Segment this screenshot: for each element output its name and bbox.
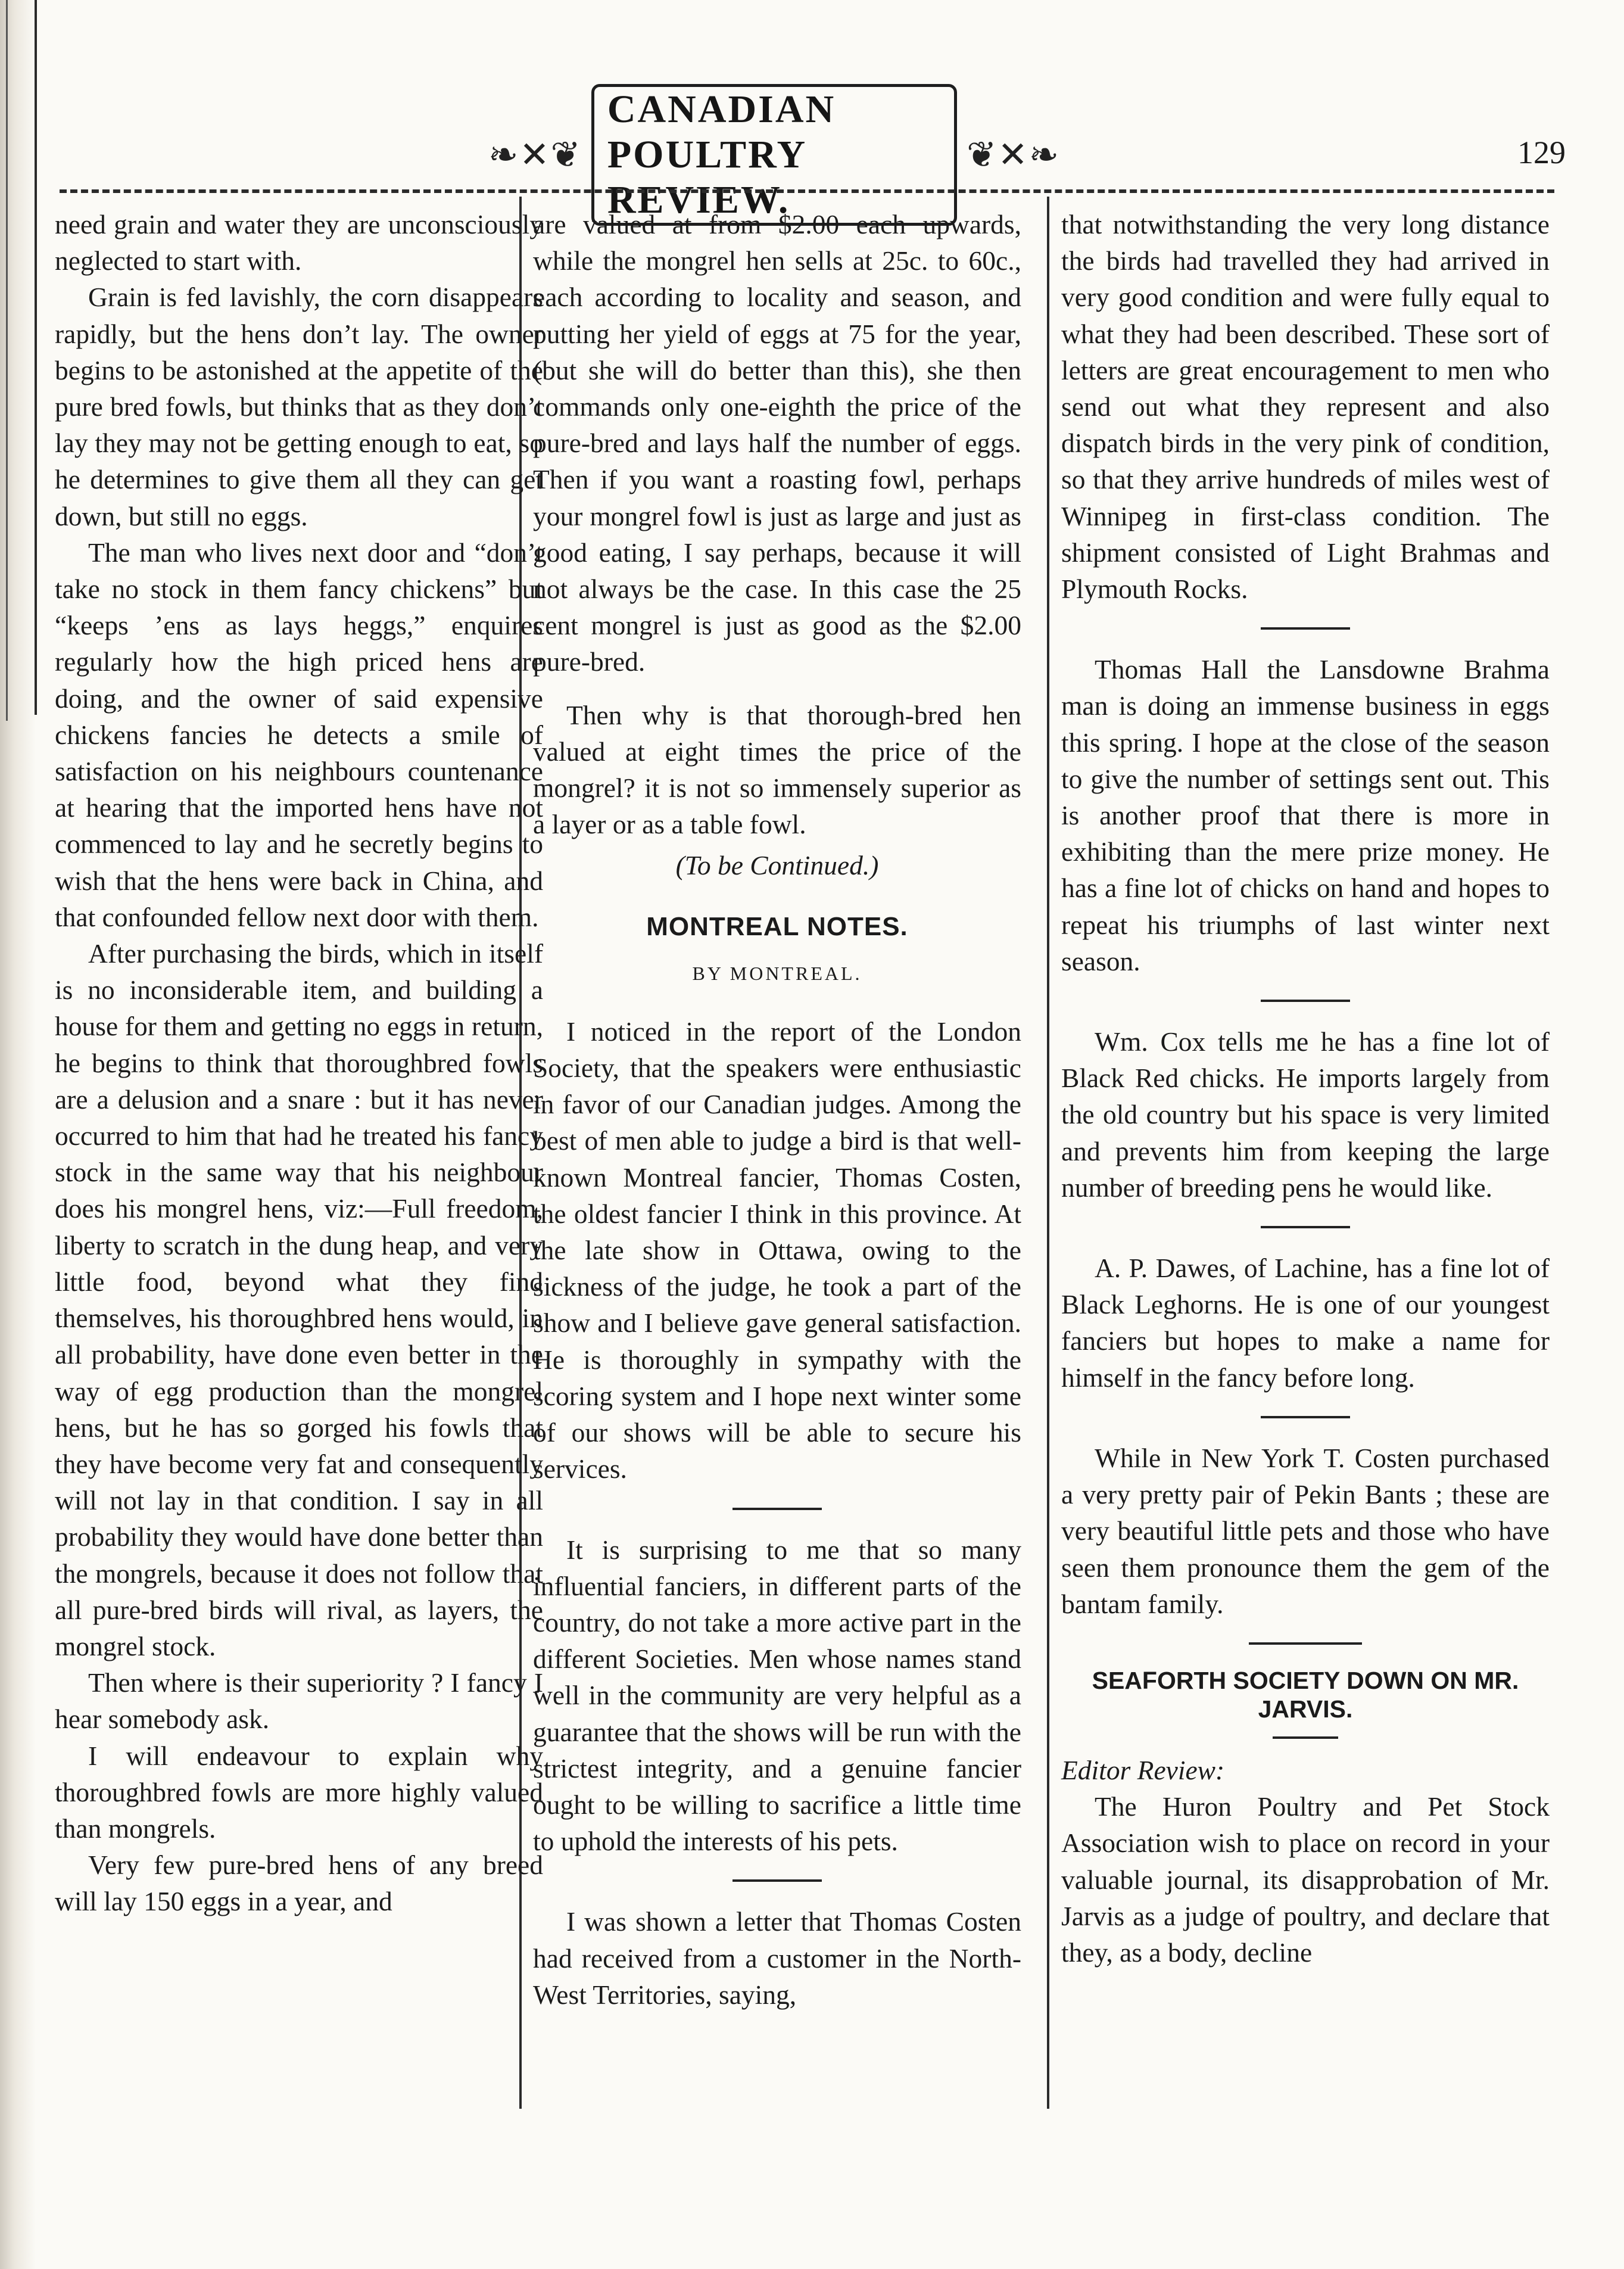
paragraph: While in New York T. Costen purchased a very pretty pair of Pekin Bants ; these are very beautiful little pets and those who have seen them pronounce them the gem of the bantam family.: [1061, 1442, 1550, 1619]
header-rule: [60, 189, 1554, 193]
binding-rule-outer: [6, 0, 8, 721]
ornament-right-icon: ❦✕❧: [967, 135, 1060, 175]
page-number: 129: [1517, 135, 1566, 170]
paragraph: Then where is their superiority ? I fancy I hear somebody ask.: [55, 1667, 543, 1735]
paragraph: I will endeavour to explain why thoroughbred fowls are more highly valued than mongrels.: [55, 1740, 543, 1844]
paragraph: Grain is fed lavishly, the corn disappears rapidly, but the hens don’t lay. The owner begins to be astonished at the appetite of the pure bred fowls, but thinks that as they don’t lay they may not be getting enough to eat, so he determines to give them all they can get down, but still no eggs.: [55, 282, 543, 531]
section-title: MONTREAL NOTES.: [646, 911, 908, 941]
divider: [1273, 1736, 1338, 1739]
ornament-left-icon: ❧✕❦: [488, 135, 582, 175]
masthead-title: CANADIAN POULTRY REVIEW.: [591, 84, 957, 226]
divider: [1261, 1416, 1350, 1418]
paragraph: need grain and water they are unconsciously neglected to start with.: [55, 209, 543, 276]
column-3: [1061, 206, 1550, 1971]
paragraph: The man who lives next door and “don’t take no stock in them fancy chickens” but “keeps ’ens as lays heggs,” enquires regularly how the high priced hens are doing, and the owner of said expensive chickens fancies he detects a smile of satisfaction on his neighbours countenance at hearing that the imported hens have not commenced to lay and he secretly begins to wish that the hens were back in China, and that confounded fellow next door with them.: [55, 537, 543, 932]
paragraph: Thomas Hall the Lansdowne Brahma man is doing an immense business in eggs this spring. I hope at the close of the season to give the number of settings sent out. This is another proof that there is more in exhibiting than the mere prize money. He has a fine lot of chicks on hand and hopes to repeat his triumphs of last winter next season.: [1061, 654, 1550, 976]
column-1: [55, 206, 543, 1920]
divider: [732, 1508, 822, 1510]
divider: [1261, 1000, 1350, 1002]
masthead-header: [488, 88, 1060, 222]
paragraph: Then why is that thorough-bred hen valued at eight times the price of the mongrel? it is not so immensely superior as a layer or as a table fowl.: [533, 699, 1021, 840]
paragraph: Very few pure-bred hens of any breed will lay 150 eggs in a year, and: [55, 1850, 543, 1917]
article-headline: SEAFORTH SOCIETY DOWN ON MR. JARVIS.: [1092, 1666, 1519, 1723]
byline: BY MONTREAL.: [692, 962, 862, 984]
paragraph: are valued at from $2.00 each upwards, while the mongrel hen sells at 25c. to 60c., each according to locality and season, and putting her yield of eggs at 75 for the year, (but she will do better than this), she then commands only one-eighth the price of the pure-bred and lays half the number of eggs. Then if you want a roasting fowl, perhaps your mongrel fowl is just as large and just as good eating, I say perhaps, because it will not always be the case. In this case the 25 cent mongrel is just as good as the $2.00 pure-bred.: [533, 209, 1021, 677]
binding-edge: [0, 0, 36, 2269]
divider: [1261, 627, 1350, 630]
paragraph: After purchasing the birds, which in itself is no inconsiderable item, and building a house for them and getting no eggs in return, he begins to think that thoroughbred fowls are a delusion and a snare : but it has never occurred to him that had he treated his fancy stock in the same way that his neighbour does his mongrel hens, viz:—Full freedom, liberty to scratch in the dung heap, and very little food, beyond what they find themselves, his thoroughbred hens would, in all probability, have done even better in the way of egg production than the mongrel hens, but he has so gorged his fowls that they have become very fat and consequently will not lay in that condition. I say in all probability they would have done better than the mongrels, because it does not follow that all pure-bred birds will rival, as layers, the mongrel stock.: [55, 938, 543, 1661]
binding-rule: [35, 0, 37, 715]
paragraph: A. P. Dawes, of Lachine, has a fine lot of Black Leghorns. He is one of our youngest fanciers but hopes to make a name for himself in the fancy before long.: [1061, 1253, 1550, 1393]
paragraph: I noticed in the report of the London Society, that the speakers were enthusiastic in favor of our Canadian judges. Among the best of men able to judge a bird is that well-known Montreal fancier, Thomas Costen, the oldest fancier I think in this province. At the late show in Ottawa, owing to the sickness of the judge, he took a part of the show and I believe gave general satisfaction. He is thoroughly in sympathy with the scoring system and I hope next winter some of our shows will be able to secure his services.: [533, 1016, 1021, 1484]
column-separator: [1047, 197, 1049, 2109]
paragraph: I was shown a letter that Thomas Costen had received from a customer in the North-West Territories, saying,: [533, 1906, 1021, 2010]
paragraph: that notwithstanding the very long distance the birds had travelled they had arrived in very good condition and were fully equal to what they had been described. These sort of letters are great encouragement to men who send out what they represent and also dispatch birds in the very pink of condition, so that they arrive hundreds of miles west of Winnipeg in first-class condition. The shipment consisted of Light Brahmas and Plymouth Rocks.: [1061, 209, 1550, 605]
divider: [1261, 1226, 1350, 1228]
editor-salutation: Editor Review:: [1061, 1754, 1225, 1785]
paragraph: Wm. Cox tells me he has a fine lot of Black Red chicks. He imports largely from the old country but his space is very limited and prevents him from keeping the large number of breeding pens he would like.: [1061, 1026, 1550, 1203]
paragraph: It is surprising to me that so many influential fanciers, in different parts of the country, do not take a more active part in the different Societies. Men whose names stand well in the community are very helpful as a guarantee that the shows will be run with the strictest integrity, and a genuine fancier ought to be willing to sacrifice a little time to uphold the interests of his pets.: [533, 1534, 1021, 1857]
column-2: [533, 206, 1021, 2013]
divider: [1249, 1642, 1362, 1645]
continued-note: (To be Continued.): [675, 850, 879, 881]
divider: [732, 1879, 822, 1882]
paragraph: The Huron Poultry and Pet Stock Association wish to place on record in your valuable journal, its disapprobation of Mr. Jarvis as a judge of poultry, and declare that they, as a body, decline: [1061, 1791, 1550, 1968]
